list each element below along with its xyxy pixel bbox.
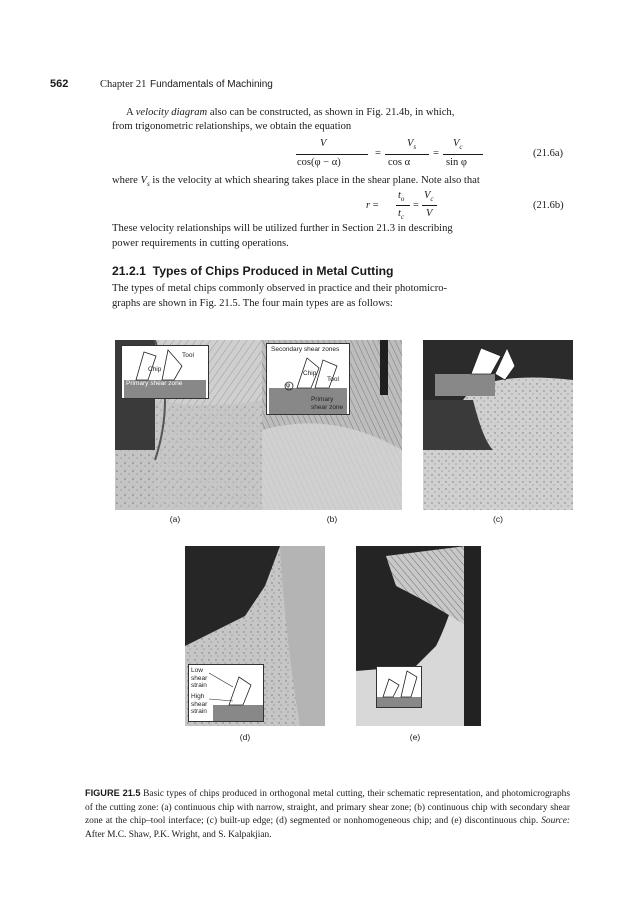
paragraph-chip-types: The types of metal chips commonly observed in practice and their photomicro- graphs are shown in Fig. 21.5. The four main types are as follows: (112, 283, 448, 309)
running-title: Fundamentals of Machining (150, 79, 273, 90)
figure-label-e: (e) (409, 732, 421, 742)
inset-d-high-label: High shear strain (191, 693, 208, 715)
eq-b-den2: V (426, 208, 433, 219)
eq-a-bar1 (296, 154, 368, 155)
eq-a-den1: cos(φ − α) (297, 157, 341, 168)
eq-b-lhs: r = (366, 200, 379, 211)
inset-b-schematic (266, 343, 350, 415)
eq-b-den1: $t_c$ (398, 208, 405, 222)
figure-label-b: (b) (326, 514, 338, 524)
eq-b-num1: $t_o$ (398, 190, 405, 204)
photo-c-built-up-edge (423, 340, 573, 510)
figure-caption: FIGURE 21.5 Basic types of chips produced in orthogonal metal cutting, their schematic representation, and photomicrographs of the cutting zone: (a) continuous chip with narrow, straight, and primary shear zone; (b) continuous chip with secondary shear zone at the chip–tool interface; (c) built-up edge; (d) segmented or nonhomogeneous chip; and (e) discontinuous chip. Source: After M.C. Shaw, P.K. Wright, and S. Kalpakjian. (85, 788, 570, 840)
figure-label-c: (c) (493, 514, 503, 524)
eq-a-eq2: = (433, 148, 439, 159)
eq-a-den2: cos α (388, 157, 411, 168)
inset-a-chip-label: Chip (148, 366, 162, 373)
photo-d-segmented-chip (185, 546, 325, 726)
inset-c-schematic (435, 344, 517, 396)
chapter-label: Chapter 21 (100, 79, 147, 90)
inset-b-secondary-label: Secondary shear zones (271, 346, 340, 353)
paragraph-velocity-intro: A velocity diagram also can be constructed, as shown in Fig. 21.4b, in which, (126, 107, 455, 118)
eq-a-num1: V (320, 138, 327, 149)
eq-a-eq1: = (375, 148, 381, 159)
inset-a-zone-label: Primary shear zone (126, 380, 183, 387)
section-heading: 21.2.1 Types of Chips Produced in Metal Cutting (112, 264, 394, 278)
inset-b-chip-label: Chip (303, 370, 317, 377)
paragraph-velocity-intro-line2: from trigonometric relationships, we obtain the equation (112, 121, 352, 132)
eq-a-bar2 (385, 154, 429, 155)
inset-e-schematic (376, 666, 422, 708)
inset-b-tool-label: Tool (327, 376, 339, 383)
photo-a-continuous-chip (115, 340, 265, 510)
eq-b-number: (21.6b) (533, 200, 564, 211)
inset-a-schematic (121, 345, 209, 399)
figure-label-a: (a) (169, 514, 181, 524)
term-velocity-diagram: velocity diagram (135, 107, 208, 118)
caption-label: FIGURE 21.5 (85, 788, 141, 798)
eq-a-num3: $V_c$ (453, 138, 463, 152)
paragraph-shear-velocity: where $V_s$ is the velocity at which shearing takes place in the shear plane. Note also that (112, 175, 480, 189)
inset-a-tool-label: Tool (182, 352, 194, 359)
page-number: 562 (50, 78, 69, 90)
eq-a-den3: sin φ (446, 157, 467, 168)
eq-a-number: (21.6a) (533, 148, 564, 159)
eq-a-bar3 (443, 154, 483, 155)
inset-b-phi-label: φ (286, 382, 291, 389)
inset-b-primary-label: Primary shear zone (311, 396, 344, 411)
figure-label-d: (d) (239, 732, 251, 742)
inset-d-low-label: Low shear strain (191, 667, 208, 689)
photo-b-secondary-shear (262, 340, 402, 510)
photo-e-discontinuous-chip (356, 546, 481, 726)
eq-a-num2: $V_s$ (407, 138, 417, 152)
paragraph-velocity-relationships: These velocity relationships will be utilized further in Section 21.3 in describing power requirements in cutting operations. (112, 223, 453, 249)
eq-b-eq: = (413, 200, 419, 211)
eq-b-bar2 (422, 205, 437, 206)
eq-b-num2: $V_c$ (424, 190, 434, 204)
eq-b-bar1 (396, 205, 410, 206)
inset-d-schematic (188, 664, 264, 722)
